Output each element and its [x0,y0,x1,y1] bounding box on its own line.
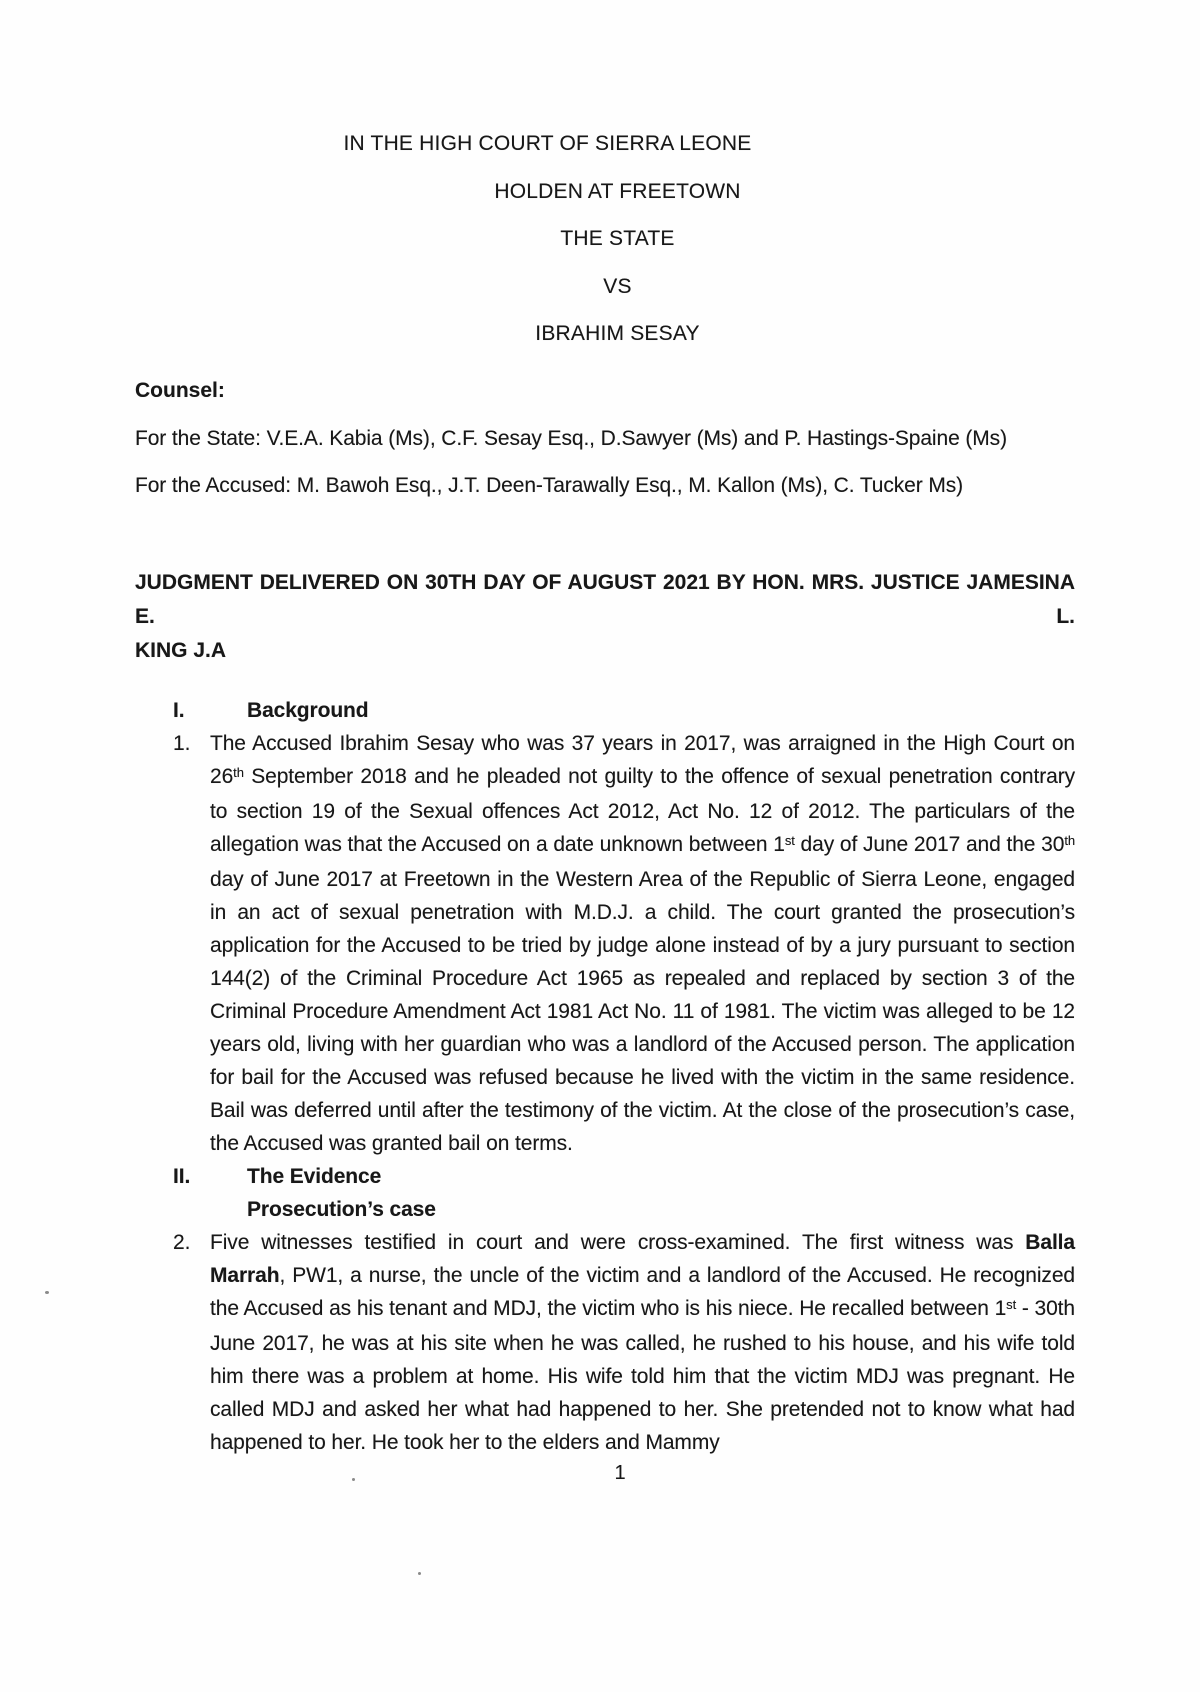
paragraph-run: st [784,833,795,849]
paragraph-row [135,727,1075,1160]
section-numeral: I. [173,699,185,722]
paragraph-run: th [233,765,244,781]
section-numeral: II. [173,1165,191,1188]
section-heading: The Evidence [247,1165,382,1188]
court-header-line-2: HOLDEN AT FREETOWN [494,180,741,203]
case-party-state: THE STATE [560,227,675,250]
court-header-line-1: IN THE HIGH COURT OF SIERRA LEONE [343,132,752,155]
section-heading: Background [247,699,369,722]
section-heading-row [135,1160,1075,1193]
paragraph-run: Five witnesses testified in court and were cross-examined. The first witness was [210,1231,1026,1254]
paragraph-number: 1. [173,732,191,755]
paragraph-text [210,727,1075,1160]
counsel-for-state: For the State: V.E.A. Kabia (Ms), C.F. Sesay Esq., D.Sawyer (Ms) and P. Hastings-Spaine (Ms) [135,427,1007,450]
section-heading-row [135,694,1075,727]
paragraph-run: September 2018 and he pleaded not guilty to the offence of sexual penetration contrary to section 19 of the Sexual offences Act 2012, Act No. 12 of 2012. The particulars of the allegation was that the Accused on a date unknown between 1 [210,765,1075,856]
counsel-label: Counsel: [135,379,225,402]
sub-heading: Prosecution’s case [247,1198,436,1221]
judgment-title [135,566,1075,668]
document-body [135,694,1075,1459]
paragraph-run: The Accused Ibrahim Sesay who was 37 years in 2017, was arraigned in the High Court on 26 [210,732,1075,788]
sub-heading-row [135,1193,1075,1226]
page-number: 1 [614,1462,626,1484]
paragraph-number: 2. [173,1231,191,1254]
judgment-title-line-2: KING J.A [135,639,227,662]
paragraph-run: st [1006,1297,1017,1313]
case-party-accused: IBRAHIM SESAY [535,322,700,345]
paragraph-text [210,1226,1075,1459]
paragraph-row [135,1226,1075,1459]
scan-speck-2 [352,1478,355,1481]
paragraph-run: day of June 2017 and the 30 [794,833,1065,856]
counsel-for-accused: For the Accused: M. Bawoh Esq., J.T. Deen-Tarawally Esq., M. Kallon (Ms), C. Tucker Ms) [135,474,964,497]
paragraph-run: Balla Marrah [210,1231,1075,1287]
versus-label: VS [603,275,632,298]
scan-speck-3 [418,1572,421,1575]
scan-speck-1 [45,1291,49,1294]
paragraph-run: day of June 2017 at Freetown in the Western Area of the Republic of Sierra Leone, engaged in an act of sexual penetration with M.D.J. a child. The court granted the prosecution’s application for the Accused to be tried by judge alone instead of by a jury pursuant to section 144(2) of the Criminal Procedure Act 1965 as repealed and replaced by section 3 of the Criminal Procedure Amendment Act 1981 Act No. 11 of 1981. The victim was alleged to be 12 years old, living with her guardian who was a landlord of the Accused person. The application for bail for the Accused was refused because he lived with the victim in the same residence. Bail was deferred until after the testimony of the victim. At the close of the prosecution’s case, the Accused was granted bail on terms. [210,868,1075,1155]
paragraph-run: - 30th June 2017, he was at his site when he was called, he rushed to his house, and his wife told him there was a problem at home. His wife told him that the victim MDJ was pregnant. He called MDJ and asked her what had happened to her. She pretended not to know what had happened to her. He took her to the elders and Mammy [210,1297,1075,1454]
paragraph-run: , PW1, a nurse, the uncle of the victim and a landlord of the Accused. He recognized the Accused as his tenant and MDJ, the victim who is his niece. He recalled between 1 [210,1264,1075,1320]
judgment-title-line-1: JUDGMENT DELIVERED ON 30TH DAY OF AUGUST 2021 BY HON. MRS. JUSTICE JAMESINA E. L. [135,571,1075,628]
paragraph-run: th [1064,833,1075,849]
